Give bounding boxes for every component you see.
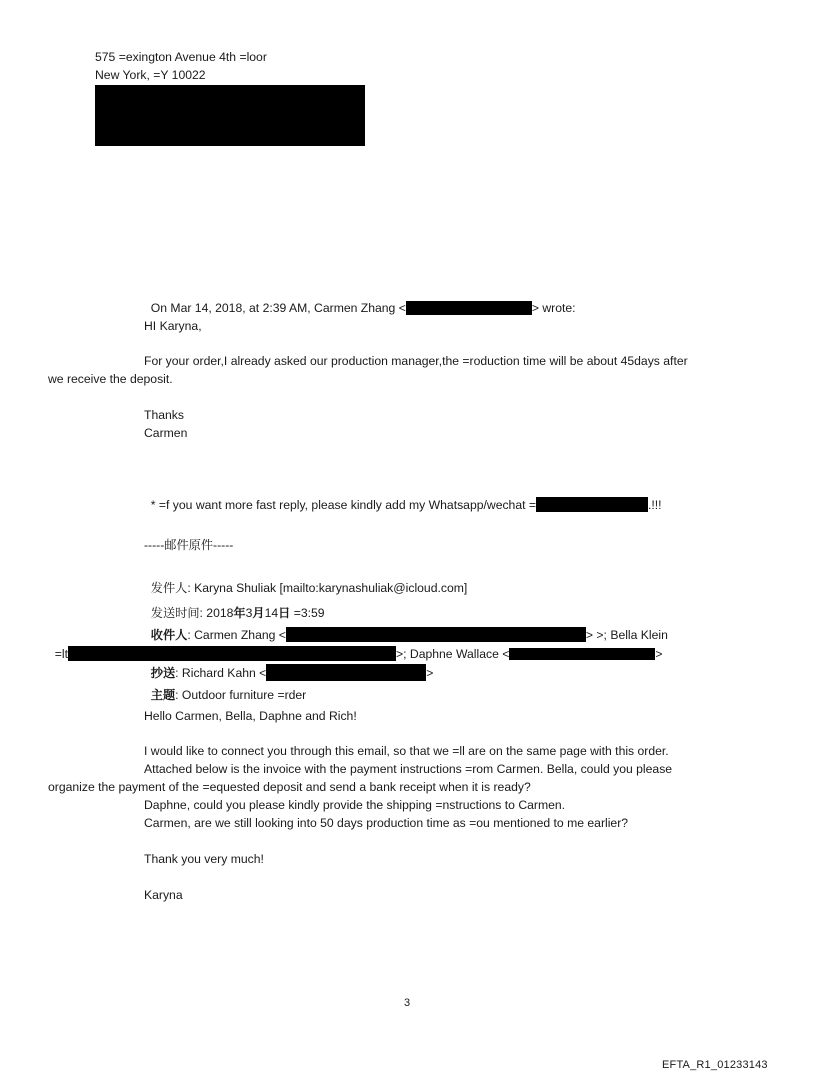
sent-label: 发送时间 [150, 606, 200, 620]
body-line-5: Carmen, are we still looking into 50 days production time as =ou mentioned to me earlier? [144, 816, 629, 830]
cc-value-a: : Richard Kahn < [175, 666, 267, 680]
sent-value-b: =3:59 [290, 606, 325, 620]
redaction-email [406, 301, 532, 315]
body-thanks: Thank you very much! [144, 852, 264, 866]
reply-para-line-1: For your order,I already asked our production manager,the =roduction time will be about 45days after [144, 354, 688, 368]
cc-value-b: > [426, 666, 434, 680]
sent-day-char: 日 [278, 606, 291, 620]
redaction-contact [536, 497, 648, 512]
page-number: 3 [404, 997, 411, 1009]
subject-value: : Outdoor furniture =rder [175, 688, 307, 702]
sent-value-a: : 2018 [199, 606, 234, 620]
redaction-daphne-email [509, 648, 655, 660]
body-signature: Karyna [144, 888, 183, 902]
sent-month: 3 [245, 606, 253, 620]
body-line-4: Daphne, could you please kindly provide the shipping =nstructions to Carmen. [144, 798, 566, 812]
body-greeting: Hello Carmen, Bella, Daphne and Rich! [144, 709, 357, 723]
original-divider: -----邮件原件----- [144, 538, 234, 552]
redaction-block [95, 85, 365, 146]
to-cont-c: > [655, 647, 663, 661]
body-line-1: I would like to connect you through this email, so that we =ll are on the same page with this order. [144, 744, 669, 758]
reply-signature: Carmen [144, 426, 188, 440]
reply-note [144, 478, 662, 514]
from-label: 发件人 [150, 581, 188, 595]
reply-header [144, 281, 576, 317]
subject-label: 主题 [150, 688, 176, 702]
to-cont-a: =lt [54, 647, 68, 661]
body-line-3: organize the payment of the =equested deposit and send a bank receipt when it is ready? [48, 780, 531, 794]
reply-para-line-2: we receive the deposit. [48, 372, 173, 386]
address-line-2: New York, =Y 10022 [95, 68, 206, 82]
to-label: 收件人 [150, 628, 188, 642]
reply-thanks: Thanks [144, 408, 184, 422]
to-value-b: > >; Bella Klein [585, 628, 668, 642]
sent-year-char: 年 [233, 606, 246, 620]
reply-greeting: HI Karyna, [144, 319, 202, 333]
sent-month-char: 月 [252, 606, 265, 620]
cc-label: 抄送 [150, 666, 176, 680]
reply-header-before: On Mar 14, 2018, at 2:39 AM, Carmen Zhang < [150, 301, 406, 315]
subject-line [144, 668, 306, 704]
reply-note-after: .!!! [648, 498, 662, 512]
reply-header-after: > wrote: [531, 301, 576, 315]
document-id: EFTA_R1_01233143 [662, 1059, 768, 1071]
from-value: : Karyna Shuliak [mailto:karynashuliak@icloud.com] [187, 581, 468, 595]
to-value-a: : Carmen Zhang < [187, 628, 286, 642]
address-line-1: 575 =exington Avenue 4th =loor [95, 50, 267, 64]
sent-day: 14 [264, 606, 279, 620]
body-line-2: Attached below is the invoice with the payment instructions =rom Carmen. Bella, could you please [144, 762, 673, 776]
to-cont-b: >; Daphne Wallace < [396, 647, 510, 661]
reply-note-before: * =f you want more fast reply, please kindly add my Whatsapp/wechat = [150, 498, 537, 512]
